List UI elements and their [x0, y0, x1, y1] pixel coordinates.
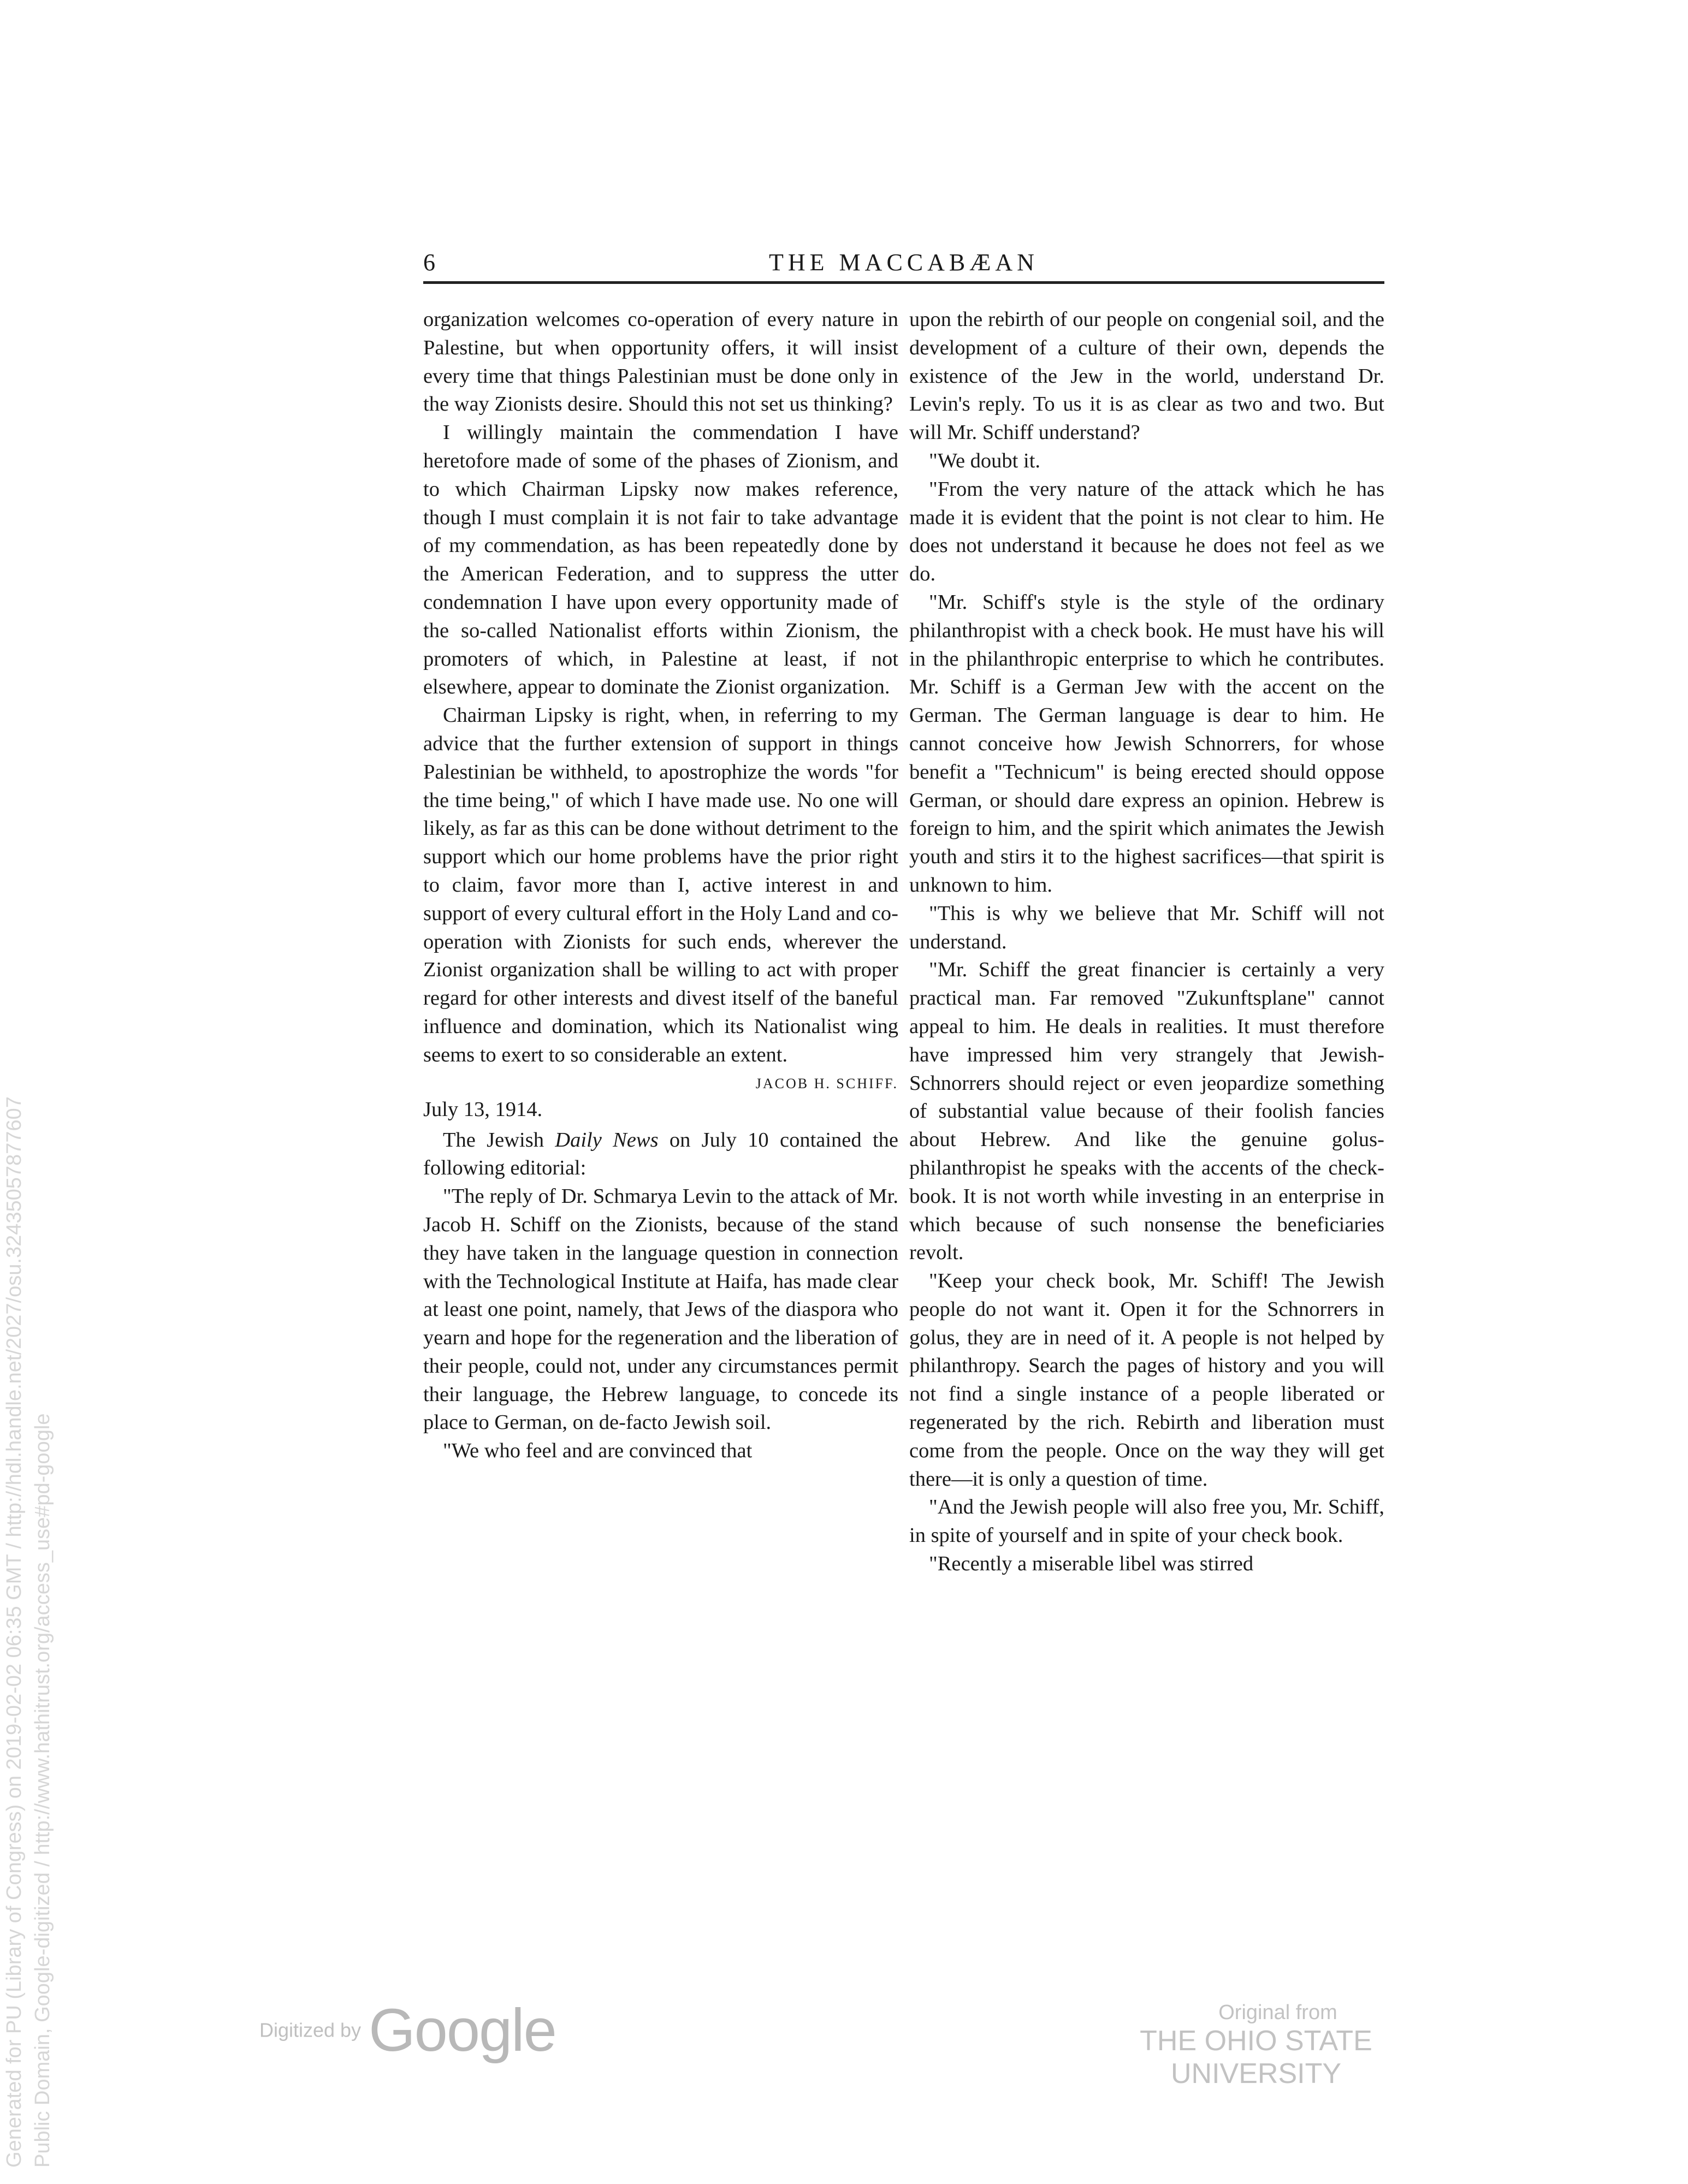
paragraph: "From the very nature of the attack which he has made it is evident that the point is not clear to him. He does not understand it because he does not feel as we do.	[909, 477, 1384, 586]
text-run: The Jewish	[443, 1128, 555, 1152]
dateline: July 13, 1914.	[423, 1097, 543, 1121]
paragraph: "We doubt it.	[929, 449, 1041, 472]
paragraph: "This is why we believe that Mr. Schiff will not understand.	[909, 901, 1384, 953]
original-from	[1065, 2001, 1447, 2090]
institution-name: THE OHIO STATE UNIVERSITY	[1140, 2025, 1372, 2090]
newspaper-title: Daily News	[555, 1128, 659, 1152]
paragraph: "And the Jewish people will also free you, Mr. Schiff, in spite of yourself and in spite of your check book.	[909, 1495, 1384, 1547]
watermark-line: Generated for PU (Library of Congress) on 2019-02-02 06:35 GMT / http://hdl.handle.net/2027/osu.32435057877607	[3, 1096, 26, 2168]
digitized-by-google	[259, 1996, 556, 2065]
paragraph: "We who feel and are convinced that	[443, 1439, 753, 1463]
paragraph: organization welcomes co-operation of every nature in Palestine, but when opportunity offers, it will insist every time that things Palestinian must be done only in the way Zionists desire. Should this not set us thinking?	[423, 308, 898, 416]
paragraph: Chairman Lipsky is right, when, in referring to my advice that the further extension of support in things Palestinian be withheld, to apostrophize the words "for the time being," of which I have made use. No one will likely, as far as this can be done without detriment to the support which our home problems have the prior right to claim, favor more than I, active interest in and support of every cultural effort in the Holy Land and co-operation with Zionists for such ends, wherever the Zionist organization shall be willing to act with proper regard for other interests and divest itself of the baneful influence and domination, which its Nationalist wing seems to exert to so considerable an extent.	[423, 704, 898, 1066]
signature: JACOB H. SCHIFF.	[755, 1075, 898, 1091]
paragraph: "Mr. Schiff's style is the style of the ordinary philanthropist with a check book. He must have his will in the philanthropic enterprise to which he contributes. Mr. Schiff is a German Jew with the accent on the German. The German language is dear to him. He cannot conceive how Jewish Schnorrers, for whose benefit a "Technicum" is being erected should oppose German, or should dare express an opinion. Hebrew is foreign to him, and the spirit which animates the Jewish youth and stirs it to the highest sacrifices—that spirit is unknown to him.	[909, 590, 1384, 897]
left-column	[423, 306, 898, 1465]
letter-signoff	[423, 1070, 898, 1126]
paragraph: I willingly maintain the commendation I have heretofore made of some of the phases of Zionism, and to which Chairman Lipsky now makes reference, though I must complain it is not fair to take advantage of my commendation, as has been repeatedly done by the American Federation, and to suppress the utter condemnation I have upon every opportunity made of the so-called Nationalist efforts within Zionism, the promoters of which, in Palestine at least, if not elsewhere, appear to dominate the Zionist organization.	[423, 421, 898, 699]
paragraph: "The reply of Dr. Schmarya Levin to the attack of Mr. Jacob H. Schiff on the Zionists, because of the stand they have taken in the language question in connection with the Technological Institute at Haifa, has made clear at least one point, namely, that Jews of the diaspora who yearn and hope for the regeneration and the liberation of their people, could not, under any circumstances permit their language, the Hebrew language, to concede its place to German, on de-facto Jewish soil.	[423, 1185, 898, 1434]
paragraph: "Recently a miserable libel was stirred	[929, 1552, 1254, 1576]
right-column	[909, 306, 1384, 1578]
paragraph: upon the rebirth of our people on congenial soil, and the development of a culture of their own, depends the existence of the Jew in the world, understand Dr. Levin's reply. To us it is as clear as two and two. But will Mr. Schiff understand?	[909, 308, 1384, 444]
text-run: on July 10 contained the following editorial:	[423, 1128, 898, 1180]
header-rule	[423, 281, 1384, 284]
page-number: 6	[423, 249, 435, 276]
paragraph: "Keep your check book, Mr. Schiff! The Jewish people do not want it. Open it for the Schnorrers in golus, they are in need of it. A people is not helped by philanthropy. Search the pages of history and you will not find a single instance of a people liberated or regenerated by the rich. Rebirth and liberation must come from the people. Once on the way they will get there—it is only a question of time.	[909, 1269, 1384, 1491]
original-from-label: Original from	[1218, 2001, 1337, 2024]
paragraph: "Mr. Schiff the great financier is certainly a very practical man. Far removed "Zukunftsplane" cannot appeal to him. He deals in realities. It must therefore have impressed him very strangely that Jewish-Schnorrers should reject or even jeopardize something of substantial value because of their foolish fancies about Hebrew. And like the genuine golus-philanthropist he speaks with the accents of the check-book. It is not worth while investing in an enterprise in which because of such nonsense the beneficiaries revolt.	[909, 958, 1384, 1265]
google-logo: Google	[369, 1997, 556, 2064]
watermark-line: Public Domain, Google-digitized / http://www.hathitrust.org/access_use#pd-google	[31, 1413, 54, 2168]
digitized-label: Digitized by	[259, 2019, 362, 2041]
journal-title: THE MACCABÆAN	[769, 249, 1039, 276]
paragraph	[423, 1126, 898, 1183]
hathitrust-watermark	[0, 803, 55, 2184]
